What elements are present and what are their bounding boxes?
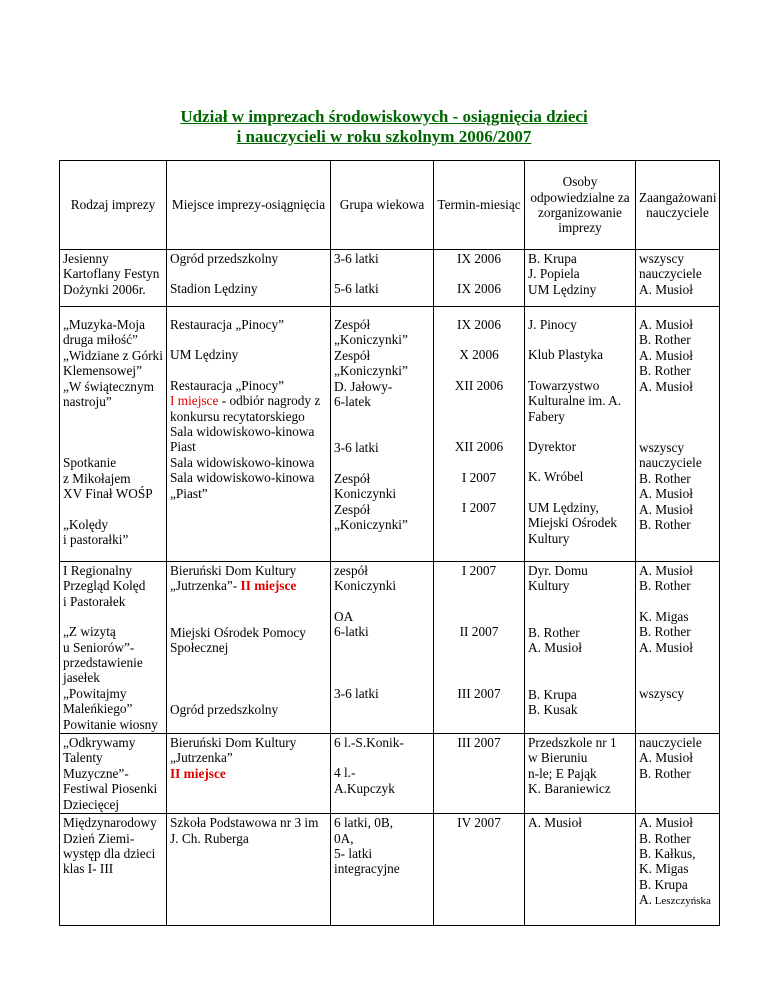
age-text: Zespół — [334, 317, 371, 332]
date-cell — [434, 562, 525, 734]
place-cell — [167, 307, 331, 562]
event-name: nastroju” — [63, 394, 112, 410]
place-text: Sala widowiskowo-kinowa — [170, 454, 315, 470]
page-title — [0, 107, 768, 147]
teacher-text: K. Migas — [639, 608, 689, 624]
event-name: Festiwal Piosenki — [63, 781, 158, 797]
person-text: B. Kusak — [528, 702, 578, 718]
event-name: Dziecięcej — [63, 796, 120, 812]
teacher-text: B. Kałkus, — [639, 845, 696, 861]
date-cell — [434, 250, 525, 307]
teacher-text: A. Musioł — [639, 347, 693, 363]
date-text: I 2007 — [461, 500, 497, 516]
teacher-text: B. Rother — [639, 363, 691, 379]
event-name: Międzynarodowy — [63, 815, 157, 831]
teacher-text: B. Krupa — [639, 876, 688, 892]
date-text: XII 2006 — [454, 439, 504, 455]
age-text: 6 latki, 0B, — [334, 815, 394, 831]
place-text: Ogród przedszkolny — [170, 251, 279, 266]
teacher-text: A. Musioł — [639, 317, 693, 332]
event-name: „W świątecznym — [63, 378, 154, 394]
age-text: 4 l.- — [334, 765, 356, 781]
award-text: I miejsce — [170, 393, 219, 409]
title-line-1: Udział w imprezach środowiskowych - osiągnięcia dzieci — [180, 107, 588, 126]
age-text: OA — [334, 608, 354, 624]
age-text: 0A, — [334, 830, 354, 846]
event-cell — [60, 250, 167, 307]
person-text: UM Lędziny — [528, 281, 597, 297]
date-text: III 2007 — [457, 685, 501, 701]
person-text: A. Musioł — [528, 815, 582, 831]
place-text: „Jutrzenka” — [170, 750, 233, 766]
place-text: Stadion Lędziny — [170, 281, 258, 297]
age-text: „Koniczynki” — [334, 332, 408, 348]
teacher-text: wszyscy — [639, 440, 685, 456]
teacher-text: A. Musioł — [639, 501, 693, 517]
place-text: Szkoła Podstawowa nr 3 im J. Ch. Ruberga — [170, 815, 319, 846]
age-cell — [331, 562, 434, 734]
teacher-text: nauczyciele — [639, 735, 702, 751]
event-name: Dożynki 2006r. — [63, 281, 146, 297]
teacher-text: B. Rother — [639, 517, 691, 533]
age-text: integracyjne — [334, 861, 400, 877]
responsible-cell — [525, 250, 636, 307]
person-text: K. Baraniewicz — [528, 781, 611, 797]
teacher-text: nauczyciele — [639, 455, 702, 471]
age-text: 5-6 latki — [334, 281, 379, 297]
age-cell — [331, 307, 434, 562]
place-cell — [167, 814, 331, 926]
event-cell — [60, 814, 167, 926]
title-line-2: i nauczycieli w roku szkolnym 2006/2007 — [236, 127, 532, 146]
age-text: 6-latek — [334, 394, 371, 410]
teacher-text: wszyscy — [639, 686, 685, 702]
teacher-text: K. Migas — [639, 861, 689, 877]
person-text: Przedszkole nr 1 — [528, 735, 617, 751]
date-cell — [434, 814, 525, 926]
event-name: Klemensowej” — [63, 363, 143, 379]
person-text: J. Pinocy — [528, 317, 577, 332]
date-text: IV 2007 — [457, 815, 501, 831]
teacher-text: B. Rother — [639, 578, 691, 594]
date-text: III 2007 — [457, 735, 501, 751]
date-text: I 2007 — [461, 469, 497, 485]
responsible-cell — [525, 734, 636, 814]
teacher-text: B. Rother — [639, 470, 691, 486]
teachers-cell — [636, 814, 720, 926]
person-text: B. Rother — [528, 624, 580, 640]
teacher-text: A. Musioł — [639, 563, 693, 578]
teacher-text: A. Leszczyńska — [639, 892, 711, 908]
age-text: Koniczynki — [334, 578, 397, 594]
event-name: „Kolędy — [63, 516, 109, 532]
person-text: B. Krupa — [528, 686, 577, 702]
person-text: A. Musioł — [528, 640, 582, 656]
place-text: Sala widowiskowo-kinowa Piast — [170, 424, 315, 455]
person-text: Dyr. Domu Kultury — [528, 563, 588, 594]
person-text: B. Krupa — [528, 251, 577, 266]
place-cell — [167, 562, 331, 734]
event-name: druga miłość” — [63, 332, 138, 348]
date-text: II 2007 — [459, 624, 499, 640]
age-text: Zespół — [334, 470, 371, 486]
age-cell — [331, 814, 434, 926]
teacher-text: A. Musioł — [639, 639, 693, 655]
award-text: II miejsce — [240, 578, 297, 594]
header-date: Termin-miesiąc — [434, 161, 525, 250]
responsible-cell — [525, 562, 636, 734]
event-name: XV Finał WOŚP — [63, 486, 153, 502]
header-teachers: Zaangażowani nauczyciele — [636, 161, 720, 250]
age-text: 5- latki — [334, 845, 373, 861]
event-name: „Muzyka-Moja — [63, 317, 145, 332]
place-text: Restauracja „Pinocy” I miejsce - odbiór nagrody z konkursu recytatorskiego — [170, 377, 321, 424]
teachers-cell — [636, 250, 720, 307]
event-name: Muzyczne”- — [63, 765, 129, 781]
place-text: Ogród przedszkolny — [170, 701, 279, 717]
place-text: Restauracja „Pinocy” — [170, 317, 285, 332]
table-row — [60, 307, 720, 562]
event-name: Przegląd Kolęd — [63, 578, 146, 594]
place-text: Bieruński Dom Kultury „Jutrzenka”- II miejsce — [170, 563, 297, 594]
teacher-text: B. Rother — [639, 830, 691, 846]
date-text: X 2006 — [459, 347, 499, 363]
event-cell — [60, 562, 167, 734]
person-text: Dyrektor — [528, 439, 576, 455]
person-text: J. Popiela — [528, 266, 580, 282]
date-text: IX 2006 — [457, 281, 501, 297]
place-text: Bieruński Dom Kultury — [170, 735, 297, 751]
date-text: IX 2006 — [457, 251, 501, 266]
header-responsible: Osoby odpowiedzialne za zorganizowanie imprezy — [525, 161, 636, 250]
event-name: „Widziane z Górki — [63, 347, 163, 363]
event-cell — [60, 734, 167, 814]
table-header-row — [60, 161, 720, 250]
place-text: UM Lędziny — [170, 347, 239, 363]
place-text: Miejski Ośrodek Pomocy Społecznej — [170, 624, 306, 656]
teachers-cell — [636, 734, 720, 814]
age-text: 3-6 latki — [334, 440, 379, 456]
event-name: I Regionalny — [63, 563, 133, 578]
header-event-type: Rodzaj imprezy — [60, 161, 167, 250]
event-name: „Odkrywamy — [63, 735, 136, 751]
age-text: zespół — [334, 563, 368, 578]
person-text: Klub Plastyka — [528, 347, 603, 363]
event-name: Powitanie wiosny — [63, 716, 158, 732]
table-row — [60, 250, 720, 307]
age-cell — [331, 734, 434, 814]
date-cell — [434, 307, 525, 562]
responsible-cell — [525, 307, 636, 562]
place-cell — [167, 250, 331, 307]
event-name: klas I- III — [63, 861, 114, 877]
events-table — [59, 160, 720, 926]
age-text: A.Kupczyk — [334, 780, 395, 796]
event-name: Spotkanie — [63, 455, 117, 471]
date-text: XII 2006 — [454, 377, 504, 393]
teacher-text: A. Musioł — [639, 750, 693, 766]
date-text: I 2007 — [461, 563, 497, 578]
teacher-text: A. Musioł — [639, 486, 693, 502]
age-text: „Koniczynki” — [334, 517, 408, 533]
event-name: i pastorałki” — [63, 532, 129, 548]
event-name: przedstawienie — [63, 655, 143, 671]
teacher-text: B. Rother — [639, 765, 691, 781]
award-text: II miejsce — [170, 765, 226, 781]
place-cell — [167, 734, 331, 814]
age-text: 3-6 latki — [334, 685, 379, 701]
teacher-text: B. Rother — [639, 624, 691, 640]
person-text: n-le; E Pająk — [528, 765, 597, 781]
person-text: w Bieruniu — [528, 750, 588, 766]
event-name: Talenty — [63, 750, 103, 766]
person-text: Towarzystwo Kulturalne im. A. Fabery — [528, 377, 622, 424]
age-text: Zespół — [334, 501, 371, 517]
age-text: „Koniczynki” — [334, 363, 408, 379]
event-name: z Mikołajem — [63, 470, 131, 486]
teacher-text: B. Rother — [639, 332, 691, 348]
age-cell — [331, 250, 434, 307]
person-text: K. Wróbel — [528, 469, 584, 485]
person-text: UM Lędziny, Miejski Ośrodek Kultury — [528, 499, 618, 546]
table-row — [60, 814, 720, 926]
teachers-cell — [636, 307, 720, 562]
teacher-text: A. Musioł — [639, 281, 693, 297]
teacher-text: wszyscy — [639, 251, 685, 266]
date-cell — [434, 734, 525, 814]
teacher-text: nauczyciele — [639, 266, 702, 282]
age-text: 3-6 latki — [334, 251, 379, 266]
age-text: 6-latki — [334, 624, 369, 640]
date-text: IX 2006 — [457, 317, 501, 332]
table-row — [60, 734, 720, 814]
age-text: Koniczynki — [334, 486, 397, 502]
event-name: jasełek „Powitajmy — [63, 670, 127, 701]
event-cell — [60, 307, 167, 562]
age-text: 6 l.-S.Konik- — [334, 735, 404, 751]
responsible-cell — [525, 814, 636, 926]
age-text: Zespół — [334, 347, 371, 363]
header-place: Miejsce imprezy-osiągnięcia — [167, 161, 331, 250]
event-name: i Pastorałek — [63, 593, 126, 609]
event-name: występ dla dzieci — [63, 845, 156, 861]
event-name: Dzień Ziemi- — [63, 830, 135, 846]
event-name: „Z wizytą — [63, 624, 116, 640]
header-age-group: Grupa wiekowa — [331, 161, 434, 250]
teachers-cell — [636, 562, 720, 734]
teacher-text: A. Musioł — [639, 378, 693, 394]
age-text: D. Jałowy- — [334, 378, 393, 394]
event-name: Maleńkiego” — [63, 701, 133, 717]
event-name: u Seniorów”- — [63, 639, 135, 655]
place-text: Sala widowiskowo-kinowa „Piast” — [170, 470, 315, 501]
event-name: Jesienny Kartoflany Festyn — [63, 251, 160, 282]
teacher-text: A. Musioł — [639, 815, 693, 831]
table-row — [60, 562, 720, 734]
